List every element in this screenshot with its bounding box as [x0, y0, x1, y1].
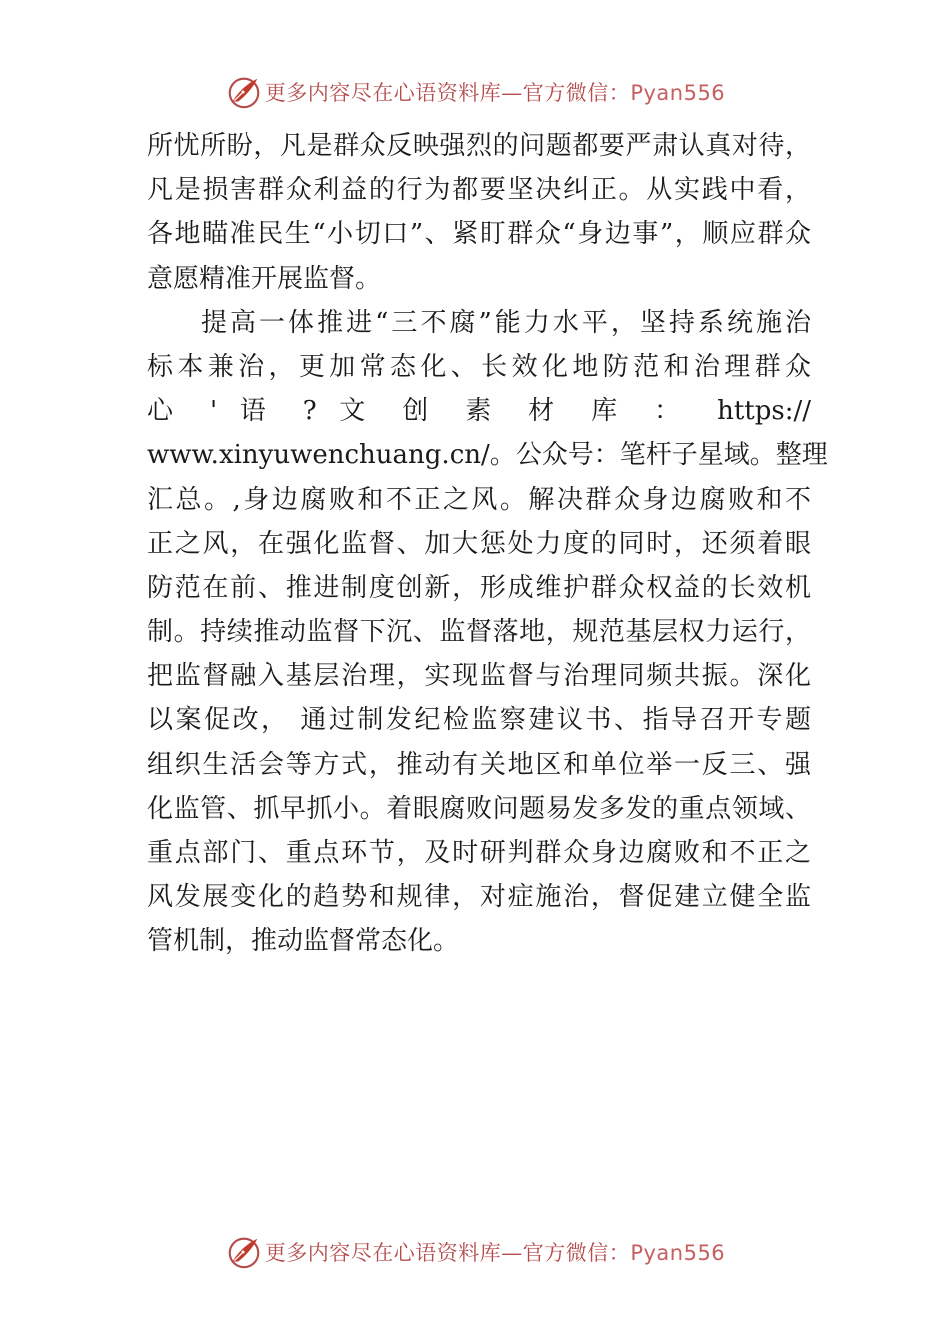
body-line: 各地瞄准民生“小切口”、紧盯群众“身边事”，顺应群众 — [147, 219, 811, 250]
body-line: 标本兼治，更加常态化、长效化地防范和治理群众 — [147, 351, 811, 382]
pen-nib-logo-icon — [225, 73, 263, 111]
body-line: 正之风，在强化监督、加大惩处力度的同时，还须着眼 — [147, 528, 811, 559]
body-line: 防范在前、推进制度创新，形成维护群众权益的长效机 — [147, 572, 811, 603]
header-banner-label: 更多内容尽在心语资料库—官方微信： — [264, 81, 631, 105]
pen-nib-logo-icon — [225, 1233, 263, 1271]
body-line: 组织生活会等方式，推动有关地区和单位举一反三、强 — [147, 749, 811, 780]
body-line: 意愿精准开展监督。 — [147, 263, 382, 294]
body-line: 重点部门、重点环节，及时研判群众身边腐败和不正之 — [147, 838, 811, 868]
body-line: 化监管、抓早抓小。着眼腐败问题易发多发的重点领域、 — [147, 793, 811, 824]
body-line: 制。持续推动监督下沉、监督落地，规范基层权力运行， — [147, 617, 811, 648]
footer-banner-text — [265, 1237, 725, 1267]
body-line: 以案促改， 通过制发纪检监察建议书、指导召开专题 — [147, 705, 811, 736]
header-account: Pyan556 — [630, 81, 726, 105]
body-line: www.xinyuwenchuang.cn/。公众号：笔杆子星域。整理 — [147, 440, 828, 471]
header-banner — [0, 70, 950, 114]
footer-banner-label: 更多内容尽在心语资料库—官方微信： — [264, 1241, 631, 1265]
body-line: 提高一体推进“三不腐”能力水平，坚持系统施治 — [201, 307, 811, 338]
body-line: 所忧所盼，凡是群众反映强烈的问题都要严肃认真对待， — [147, 131, 811, 161]
body-line: 风发展变化的趋势和规律，对症施治，督促建立健全监 — [147, 882, 811, 913]
body-line: 汇总。,身边腐败和不正之风。解决群众身边腐败和不 — [147, 484, 811, 515]
body-line: 心 ' 语 ? 文 创 素 材 库 ： https:// — [147, 396, 811, 427]
footer-account: Pyan556 — [630, 1241, 726, 1265]
footer-banner — [0, 1230, 950, 1274]
document-body — [147, 124, 828, 964]
body-line: 凡是损害群众利益的行为都要坚决纠正。从实践中看， — [147, 175, 811, 206]
body-line: 把监督融入基层治理，实现监督与治理同频共振。深化 — [147, 661, 811, 692]
body-line: 管机制，推动监督常态化。 — [147, 926, 460, 957]
header-banner-text — [265, 77, 725, 107]
